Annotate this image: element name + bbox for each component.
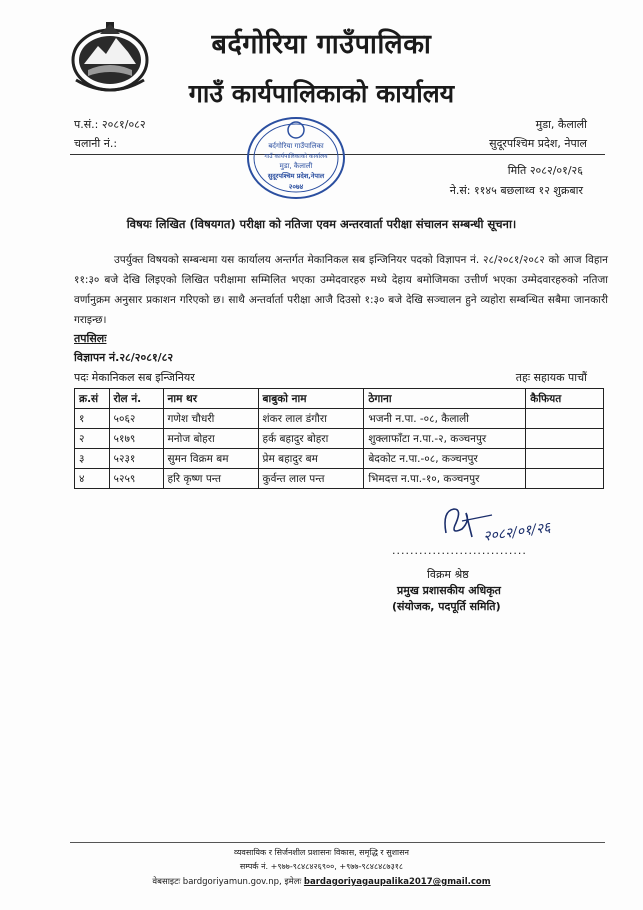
- municipality-title: बर्दगोरिया गाउँपालिका: [211, 29, 432, 60]
- cell-roll: ५१७९: [109, 429, 163, 449]
- email-link[interactable]: bardagoriyagaupalika2017@gmail.com: [303, 877, 491, 887]
- table-row: [75, 449, 604, 469]
- cell-serial: ४: [75, 469, 110, 489]
- stamp-line2: गाउँ कार्यपालिकाको कार्यालय: [264, 153, 328, 160]
- post-level: तहः सहायक पाचौं: [515, 371, 587, 384]
- signatory-committee: (संयोजक, पदपूर्ति समिति): [392, 600, 501, 613]
- cell-roll: ५२३१: [109, 449, 163, 469]
- footer-contact: सम्पर्क नं. +९७७-९८४८४२६९००, +९७७-९८४८४८७३१८: [239, 862, 404, 871]
- cell-address: बेदकोट न.पा.-०८, कञ्चनपुर: [364, 449, 526, 469]
- date-nepal-samvat: ने.सं: ११४५ बछलाथ्व १२ शुक्रबार: [449, 184, 583, 197]
- cell-roll: ५०६२: [109, 409, 163, 429]
- stamp-line4: सुदूरपश्चिम प्रदेश,नेपाल: [267, 172, 325, 180]
- cell-address: शुक्लाफाँटा न.पा.-२, कञ्चनपुर: [364, 429, 526, 449]
- notice-body: उपर्युक्त विषयको सम्बन्धमा यस कार्यालय अन्तर्गत मेकानिकल सब इन्जिनियर पदको विज्ञापन नं. २८/२०८१/२०८२ को आज विहान ११:३० बजे देखि लिइएको लिखित परीक्षामा सम्मिलित भएका उम्मेदवारहरु मध्ये देहाय बमोजिमका उत्तीर्ण भएका उम्मेदवारहरुको नतिजा वर्णानुक्रम अनुसार प्रकाशन गरिएको छ। साथै अन्तर्वार्ता परीक्षा आजै दिउसो १:३० बजे देखि सञ्चालन हुने व्यहोरा सम्बन्धित सबैमा जानकारी गराइन्छ।: [74, 254, 608, 326]
- cell-father: हर्क बहादुर बोहरा: [258, 429, 364, 449]
- signature-line: ..............................: [392, 544, 527, 557]
- website-link[interactable]: bardgoriyamun.gov.np,: [182, 877, 282, 887]
- date-bs: मिति २०८२/०१/२६: [507, 164, 583, 177]
- cell-serial: ३: [75, 449, 110, 469]
- cell-remarks: [526, 469, 604, 489]
- cell-father: प्रेम बहादुर बम: [258, 449, 364, 469]
- header-roll: रोल नं.: [109, 389, 163, 409]
- office-title: गाउँ कार्यपालिकाको कार्यालय: [188, 79, 455, 108]
- reference-number: प.सं.: २०८१/०८२: [74, 118, 146, 131]
- cell-remarks: [526, 429, 604, 449]
- office-stamp: [244, 112, 348, 202]
- header-address: ठेगाना: [364, 389, 526, 409]
- cell-roll: ५२५९: [109, 469, 163, 489]
- cell-remarks: [526, 449, 604, 469]
- address-line2: सुदूरपश्चिम प्रदेश, नेपाल: [489, 137, 587, 150]
- stamp-line3: मुडा, कैलाली: [279, 162, 313, 170]
- annex-label: तपसिलः: [74, 332, 107, 345]
- cell-name: सुमन विक्रम बम: [163, 449, 258, 469]
- stamp-line5: २०७४: [288, 183, 304, 191]
- cell-name: गणेश चौधरी: [163, 409, 258, 429]
- footer-web: [0, 876, 643, 887]
- signatory-role: प्रमुख प्रशासकीय अधिकृत: [397, 584, 501, 597]
- website-label: वेबसाइटः: [152, 877, 181, 887]
- stamp-line1: बर्दगोरिया गाउँपालिका: [268, 142, 324, 150]
- cell-address: भिमदत्त न.पा.-१०, कञ्चनपुर: [364, 469, 526, 489]
- header-father: बाबुको नाम: [258, 389, 364, 409]
- results-table: [74, 388, 604, 489]
- footer-divider: [70, 842, 605, 843]
- header-serial: क्र.सं: [75, 389, 110, 409]
- header-name: नाम थर: [163, 389, 258, 409]
- cell-name: मनोज बोहरा: [163, 429, 258, 449]
- email-label: इमेलः: [284, 877, 302, 887]
- cell-address: भजनी न.पा. -०८, कैलाली: [364, 409, 526, 429]
- signature-date: २०८२/०१/२६: [482, 519, 552, 545]
- cell-serial: १: [75, 409, 110, 429]
- table-row: [75, 469, 604, 489]
- cell-father: कुर्वन्त लाल पन्त: [258, 469, 364, 489]
- cell-remarks: [526, 409, 604, 429]
- header-remarks: कैफियत: [526, 389, 604, 409]
- table-row: [75, 409, 604, 429]
- cell-serial: २: [75, 429, 110, 449]
- footer-motto: व्यवसायिक र सिर्जनशील प्रशासनः विकास, समृद्धि र सुशासन: [234, 848, 409, 857]
- address-line1: मुडा, कैलाली: [535, 118, 587, 131]
- table-header-row: [75, 389, 604, 409]
- dispatch-number: चलानी नं.:: [74, 137, 118, 150]
- post-name: पदः मेकानिकल सब इन्जिनियर: [74, 371, 195, 384]
- table-row: [75, 429, 604, 449]
- cell-father: शंकर लाल डंगौरा: [258, 409, 364, 429]
- signatory-name: विक्रम श्रेष्ठ: [427, 568, 469, 581]
- notice-subject: विषयः लिखित (विषयगत) परीक्षा को नतिजा एवम अन्तरवार्ता परीक्षा संचालन सम्बन्धी सूचना।: [126, 217, 517, 231]
- advertisement-number: विज्ञापन नं.२८/२०८१/८२: [74, 351, 174, 364]
- cell-name: हरि कृष्ण पन्त: [163, 469, 258, 489]
